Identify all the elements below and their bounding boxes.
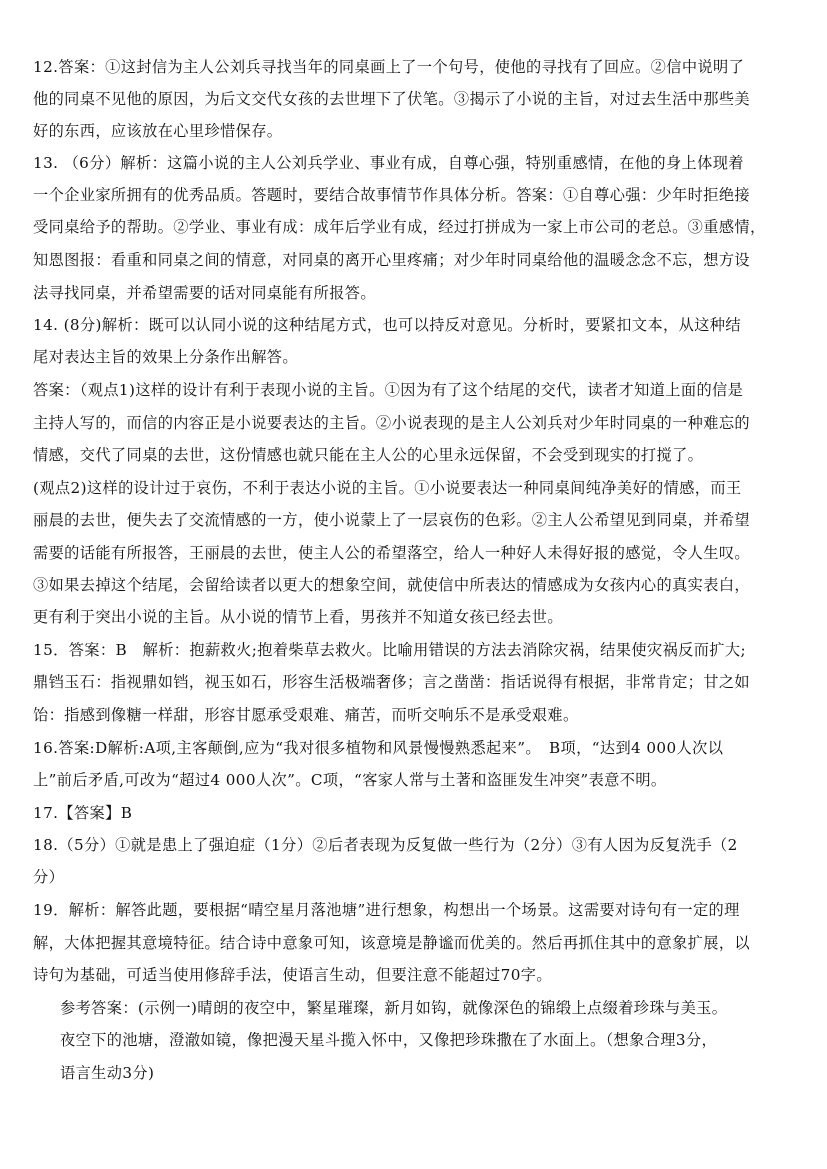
answer-14-line-5: 情感，交代了同桌的去世，这份情感也就只能在主人公的心里永远保留，不会受到现实的打搅了。 [33, 446, 704, 464]
answer-19-reference-line-2: 夜空下的池塘，澄澈如镜，像把漫天星斗揽入怀中，又像把珍珠撒在了水面上。（想象合理3分， [60, 1031, 718, 1049]
answer-14-line-2: 尾对表达主旨的效果上分条作出解答。 [33, 348, 298, 366]
answer-13-line-3: 受同桌给予的帮助。②学业、事业有成：成年后学业有成，经过打拼成为一家上市公司的老总。③重感情， [33, 218, 766, 236]
answer-19-reference-line-1: 参考答案：(示例一)晴朗的夜空中，繁星璀璨，新月如钩，就像深色的锦缎上点缀着珍珠与美玉。 [60, 999, 728, 1017]
answer-14-line-6: (观点2)这样的设计过于哀伤，不利于表达小说的主旨。①小说要表达一种同桌间纯净美好的情感，而王 [33, 479, 742, 497]
answer-18-line-2: 分） [33, 868, 65, 886]
answer-19-line-2: 解，大体把握其意境特征。结合诗中意象可知，该意境是静谧而优美的。然后再抓住其中的意象扩展，以 [33, 934, 751, 952]
answer-12-line-2: 他的同桌不见他的原因，为后文交代女孩的去世埋下了伏笔。③揭示了小说的主旨，对过去生活中那些美 [33, 90, 751, 108]
answer-14-line-10: 更有利于突出小说的主旨。从小说的情节上看，男孩并不知道女孩已经去世。 [33, 608, 563, 626]
answer-14-line-1: 14. (8分)解析：既可以认同小说的这种结尾方式，也可以持反对意见。分析时，要紧扣文本，从这种结 [33, 316, 741, 334]
answer-15-line-3: 饴：指感到像糖一样甜，形容甘愿承受艰难、痛苦，而听交响乐不是承受艰难。 [33, 706, 579, 724]
answer-14-line-9: ③如果去掉这个结尾，会留给读者以更大的想象空间，就使信中所表达的情感成为女孩内心的真实表白， [33, 576, 751, 594]
answer-16-line-2: 上”前后矛盾,可改为“超过4 000人次”。C项，“客家人常与土著和盗匪发生冲突”表意不明。 [33, 771, 667, 789]
answer-13-line-4: 知恩图报：看重和同桌之间的情意，对同桌的离开心里疼痛；对少年时同桌给他的温暖念念不忘，想方设 [33, 251, 751, 269]
answer-14-line-8: 需要的话能有所报答，王丽晨的去世，使主人公的希望落空，给人一种好人未得好报的感觉，令人生叹。 [33, 544, 751, 562]
answer-16-line-1: 16.答案:D解析:A项,主客颠倒,应为“我对很多植物和风景慢慢熟悉起来”。 B项，“达到4 000人次以 [33, 739, 724, 757]
answer-15-line-2: 鼎铛玉石：指视鼎如铛，视玉如石，形容生活极端奢侈；言之凿凿：指话说得有根据，非常肯定；甘之如 [33, 673, 751, 691]
answer-14-line-3: 答案：（观点1)这样的设计有利于表现小说的主旨。①因为有了这个结尾的交代，读者才知道上面的信是 [33, 381, 744, 399]
answer-13-line-1: 13. （6分）解析：这篇小说的主人公刘兵学业、事业有成，自尊心强，特别重感情，在他的身上体现着 [33, 154, 744, 172]
answer-14-line-7: 丽晨的去世，便失去了交流情感的一方，使小说蒙上了一层哀伤的色彩。②主人公希望见到同桌，并希望 [33, 511, 751, 529]
answer-13-line-5: 法寻找同桌，并希望需要的话对同桌能有所报答。 [33, 284, 376, 302]
answer-19-line-1: 19．解析：解答此题，要根据“晴空星月落池塘”进行想象，构想出一个场景。这需要对诗句有一定的理 [33, 901, 740, 919]
answer-12-line-3: 好的东西，应该放在心里珍惜保存。 [33, 122, 283, 140]
answer-14-line-4: 主持人写的，而信的内容正是小说要表达的主旨。②小说表现的是主人公刘兵对少年时同桌的一种难忘的 [33, 414, 751, 432]
answer-15-line-1: 15．答案：B 解析：抱薪救火;抱着柴草去救火。比喻用错误的方法去消除灾祸，结果使灾祸反而扩大; [33, 641, 746, 659]
answer-19-line-3: 诗句为基础，可适当使用修辞手法，使语言生动，但要注意不能超过70字。 [33, 966, 552, 984]
answer-18-line-1: 18.（5分）①就是患上了强迫症（1分）②后者表现为反复做一些行为（2分）③有人因为反复洗手（2 [33, 836, 738, 854]
answer-13-line-2: 一个企业家所拥有的优秀品质。答题时，要结合故事情节作具体分析。答案：①自尊心强：少年时拒绝接 [33, 186, 751, 204]
answer-19-reference-line-3: 语言生动3分) [60, 1064, 155, 1082]
answer-17-line-1: 17.【答案】B [33, 804, 133, 822]
answer-12-line-1: 12.答案：①这封信为主人公刘兵寻找当年的同桌画上了一个句号，使他的寻找有了回应。②信中说明了 [33, 58, 745, 76]
